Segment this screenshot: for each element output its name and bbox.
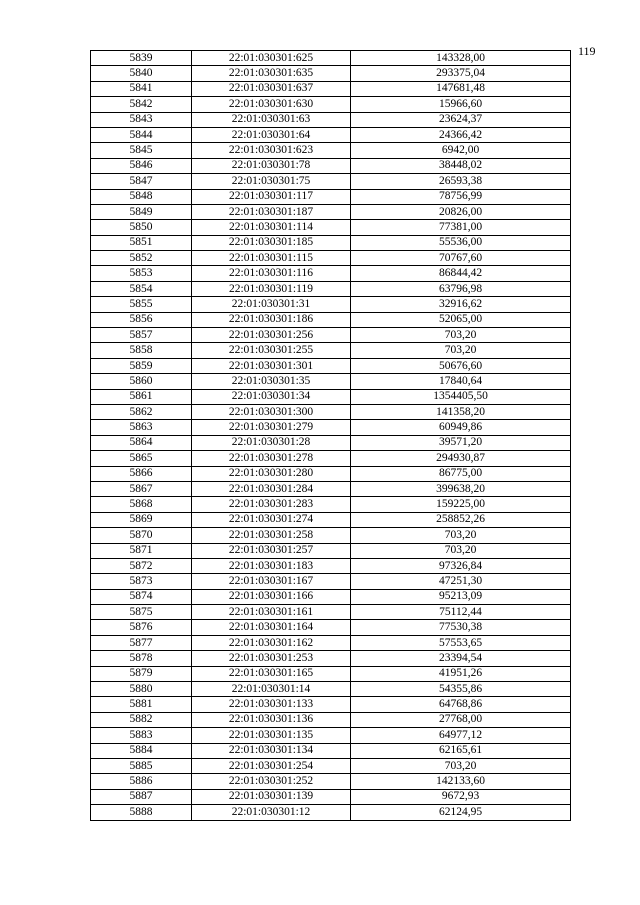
row-number-cell: 5854 (91, 281, 192, 296)
value-cell: 703,20 (351, 758, 571, 773)
table-row (91, 404, 571, 419)
row-number-cell: 5872 (91, 558, 192, 573)
value-cell: 159225,00 (351, 497, 571, 512)
cadastral-number-cell: 22:01:030301:186 (192, 312, 351, 327)
table-row (91, 81, 571, 96)
cadastral-number-cell: 22:01:030301:139 (192, 789, 351, 804)
row-number-cell: 5871 (91, 543, 192, 558)
value-cell: 9672,93 (351, 789, 571, 804)
table-row (91, 712, 571, 727)
cadastral-number-cell: 22:01:030301:115 (192, 251, 351, 266)
table-row (91, 697, 571, 712)
table-row (91, 481, 571, 496)
value-cell: 703,20 (351, 343, 571, 358)
value-cell: 703,20 (351, 528, 571, 543)
table-row (91, 589, 571, 604)
row-number-cell: 5867 (91, 481, 192, 496)
cadastral-number-cell: 22:01:030301:279 (192, 420, 351, 435)
cadastral-number-cell: 22:01:030301:28 (192, 435, 351, 450)
table-row (91, 358, 571, 373)
cadastral-number-cell: 22:01:030301:278 (192, 451, 351, 466)
table-row (91, 574, 571, 589)
value-cell: 57553,65 (351, 635, 571, 650)
table-row (91, 451, 571, 466)
table-row (91, 281, 571, 296)
cadastral-number-cell: 22:01:030301:136 (192, 712, 351, 727)
table-row (91, 143, 571, 158)
row-number-cell: 5877 (91, 635, 192, 650)
row-number-cell: 5873 (91, 574, 192, 589)
row-number-cell: 5855 (91, 297, 192, 312)
row-number-cell: 5879 (91, 666, 192, 681)
value-cell: 97326,84 (351, 558, 571, 573)
table-row (91, 158, 571, 173)
cadastral-number-cell: 22:01:030301:31 (192, 297, 351, 312)
cadastral-number-cell: 22:01:030301:35 (192, 374, 351, 389)
table-row (91, 558, 571, 573)
value-cell: 703,20 (351, 543, 571, 558)
value-cell: 39571,20 (351, 435, 571, 450)
row-number-cell: 5851 (91, 235, 192, 250)
value-cell: 86844,42 (351, 266, 571, 281)
cadastral-number-cell: 22:01:030301:12 (192, 805, 351, 820)
cadastral-number-cell: 22:01:030301:252 (192, 774, 351, 789)
cadastral-number-cell: 22:01:030301:164 (192, 620, 351, 635)
row-number-cell: 5864 (91, 435, 192, 450)
table-body (91, 51, 571, 821)
cadastral-number-cell: 22:01:030301:117 (192, 189, 351, 204)
value-cell: 78756,99 (351, 189, 571, 204)
value-cell: 32916,62 (351, 297, 571, 312)
value-cell: 64977,12 (351, 728, 571, 743)
value-cell: 1354405,50 (351, 389, 571, 404)
row-number-cell: 5843 (91, 112, 192, 127)
table-row (91, 774, 571, 789)
row-number-cell: 5844 (91, 127, 192, 142)
table-row (91, 635, 571, 650)
cadastral-number-cell: 22:01:030301:257 (192, 543, 351, 558)
cadastral-number-cell: 22:01:030301:134 (192, 743, 351, 758)
row-number-cell: 5849 (91, 204, 192, 219)
value-cell: 63796,98 (351, 281, 571, 296)
row-number-cell: 5880 (91, 682, 192, 697)
table-row (91, 620, 571, 635)
cadastral-number-cell: 22:01:030301:258 (192, 528, 351, 543)
table-row (91, 189, 571, 204)
cadastral-number-cell: 22:01:030301:635 (192, 66, 351, 81)
value-cell: 54355,86 (351, 682, 571, 697)
table-row (91, 66, 571, 81)
row-number-cell: 5862 (91, 404, 192, 419)
cadastral-number-cell: 22:01:030301:167 (192, 574, 351, 589)
cadastral-number-cell: 22:01:030301:162 (192, 635, 351, 650)
table-row (91, 251, 571, 266)
cadastral-number-cell: 22:01:030301:78 (192, 158, 351, 173)
row-number-cell: 5856 (91, 312, 192, 327)
value-cell: 143328,00 (351, 51, 571, 66)
value-cell: 20826,00 (351, 204, 571, 219)
table-row (91, 97, 571, 112)
cadastral-number-cell: 22:01:030301:63 (192, 112, 351, 127)
row-number-cell: 5857 (91, 328, 192, 343)
cadastral-number-cell: 22:01:030301:14 (192, 682, 351, 697)
row-number-cell: 5853 (91, 266, 192, 281)
value-cell: 55536,00 (351, 235, 571, 250)
table-row (91, 728, 571, 743)
cadastral-number-cell: 22:01:030301:116 (192, 266, 351, 281)
table-row (91, 220, 571, 235)
value-cell: 64768,86 (351, 697, 571, 712)
row-number-cell: 5859 (91, 358, 192, 373)
row-number-cell: 5886 (91, 774, 192, 789)
row-number-cell: 5858 (91, 343, 192, 358)
row-number-cell: 5868 (91, 497, 192, 512)
value-cell: 47251,30 (351, 574, 571, 589)
value-cell: 27768,00 (351, 712, 571, 727)
cadastral-number-cell: 22:01:030301:187 (192, 204, 351, 219)
value-cell: 258852,26 (351, 512, 571, 527)
cadastral-number-cell: 22:01:030301:34 (192, 389, 351, 404)
value-cell: 77530,38 (351, 620, 571, 635)
row-number-cell: 5881 (91, 697, 192, 712)
row-number-cell: 5846 (91, 158, 192, 173)
value-cell: 23624,37 (351, 112, 571, 127)
value-cell: 293375,04 (351, 66, 571, 81)
cadastral-number-cell: 22:01:030301:254 (192, 758, 351, 773)
cadastral-number-cell: 22:01:030301:64 (192, 127, 351, 142)
table-row (91, 127, 571, 142)
table-row (91, 743, 571, 758)
cadastral-number-cell: 22:01:030301:183 (192, 558, 351, 573)
value-cell: 62124,95 (351, 805, 571, 820)
row-number-cell: 5887 (91, 789, 192, 804)
table-row (91, 497, 571, 512)
value-cell: 77381,00 (351, 220, 571, 235)
value-cell: 60949,86 (351, 420, 571, 435)
value-cell: 52065,00 (351, 312, 571, 327)
cadastral-number-cell: 22:01:030301:185 (192, 235, 351, 250)
row-number-cell: 5863 (91, 420, 192, 435)
table-row (91, 420, 571, 435)
table-row (91, 528, 571, 543)
cadastral-value-table (90, 50, 571, 821)
cadastral-number-cell: 22:01:030301:165 (192, 666, 351, 681)
cadastral-number-cell: 22:01:030301:255 (192, 343, 351, 358)
cadastral-number-cell: 22:01:030301:280 (192, 466, 351, 481)
row-number-cell: 5842 (91, 97, 192, 112)
table-row (91, 328, 571, 343)
row-number-cell: 5878 (91, 651, 192, 666)
cadastral-number-cell: 22:01:030301:284 (192, 481, 351, 496)
row-number-cell: 5852 (91, 251, 192, 266)
row-number-cell: 5874 (91, 589, 192, 604)
row-number-cell: 5839 (91, 51, 192, 66)
table-row (91, 512, 571, 527)
row-number-cell: 5861 (91, 389, 192, 404)
row-number-cell: 5870 (91, 528, 192, 543)
value-cell: 147681,48 (351, 81, 571, 96)
row-number-cell: 5847 (91, 174, 192, 189)
table-row (91, 112, 571, 127)
table-row (91, 343, 571, 358)
table-row (91, 374, 571, 389)
cadastral-number-cell: 22:01:030301:119 (192, 281, 351, 296)
row-number-cell: 5884 (91, 743, 192, 758)
value-cell: 6942,00 (351, 143, 571, 158)
table-row (91, 174, 571, 189)
row-number-cell: 5860 (91, 374, 192, 389)
value-cell: 141358,20 (351, 404, 571, 419)
table-row (91, 758, 571, 773)
table-row (91, 235, 571, 250)
row-number-cell: 5845 (91, 143, 192, 158)
value-cell: 41951,26 (351, 666, 571, 681)
table-row (91, 266, 571, 281)
row-number-cell: 5848 (91, 189, 192, 204)
value-cell: 142133,60 (351, 774, 571, 789)
table-row (91, 605, 571, 620)
row-number-cell: 5883 (91, 728, 192, 743)
row-number-cell: 5876 (91, 620, 192, 635)
table-row (91, 435, 571, 450)
cadastral-number-cell: 22:01:030301:135 (192, 728, 351, 743)
value-cell: 294930,87 (351, 451, 571, 466)
cadastral-number-cell: 22:01:030301:256 (192, 328, 351, 343)
value-cell: 86775,00 (351, 466, 571, 481)
row-number-cell: 5882 (91, 712, 192, 727)
value-cell: 50676,60 (351, 358, 571, 373)
table-row (91, 51, 571, 66)
row-number-cell: 5875 (91, 605, 192, 620)
table-row (91, 204, 571, 219)
table-row (91, 389, 571, 404)
table-row (91, 312, 571, 327)
cadastral-number-cell: 22:01:030301:133 (192, 697, 351, 712)
value-cell: 24366,42 (351, 127, 571, 142)
cadastral-number-cell: 22:01:030301:630 (192, 97, 351, 112)
value-cell: 38448,02 (351, 158, 571, 173)
table-row (91, 789, 571, 804)
row-number-cell: 5866 (91, 466, 192, 481)
cadastral-number-cell: 22:01:030301:300 (192, 404, 351, 419)
cadastral-number-cell: 22:01:030301:114 (192, 220, 351, 235)
cadastral-number-cell: 22:01:030301:283 (192, 497, 351, 512)
value-cell: 399638,20 (351, 481, 571, 496)
table-row (91, 466, 571, 481)
value-cell: 17840,64 (351, 374, 571, 389)
row-number-cell: 5869 (91, 512, 192, 527)
value-cell: 75112,44 (351, 605, 571, 620)
cadastral-number-cell: 22:01:030301:637 (192, 81, 351, 96)
cadastral-number-cell: 22:01:030301:625 (192, 51, 351, 66)
row-number-cell: 5841 (91, 81, 192, 96)
table-row (91, 297, 571, 312)
table-row (91, 666, 571, 681)
cadastral-number-cell: 22:01:030301:166 (192, 589, 351, 604)
table-row (91, 651, 571, 666)
cadastral-number-cell: 22:01:030301:623 (192, 143, 351, 158)
value-cell: 95213,09 (351, 589, 571, 604)
cadastral-number-cell: 22:01:030301:274 (192, 512, 351, 527)
row-number-cell: 5888 (91, 805, 192, 820)
value-cell: 703,20 (351, 328, 571, 343)
value-cell: 62165,61 (351, 743, 571, 758)
page-number: 119 (578, 44, 596, 58)
cadastral-number-cell: 22:01:030301:75 (192, 174, 351, 189)
cadastral-number-cell: 22:01:030301:253 (192, 651, 351, 666)
table-row (91, 543, 571, 558)
row-number-cell: 5850 (91, 220, 192, 235)
cadastral-number-cell: 22:01:030301:301 (192, 358, 351, 373)
row-number-cell: 5840 (91, 66, 192, 81)
cadastral-number-cell: 22:01:030301:161 (192, 605, 351, 620)
table-row (91, 805, 571, 820)
value-cell: 23394,54 (351, 651, 571, 666)
value-cell: 15966,60 (351, 97, 571, 112)
value-cell: 70767,60 (351, 251, 571, 266)
row-number-cell: 5885 (91, 758, 192, 773)
table-row (91, 682, 571, 697)
row-number-cell: 5865 (91, 451, 192, 466)
value-cell: 26593,38 (351, 174, 571, 189)
